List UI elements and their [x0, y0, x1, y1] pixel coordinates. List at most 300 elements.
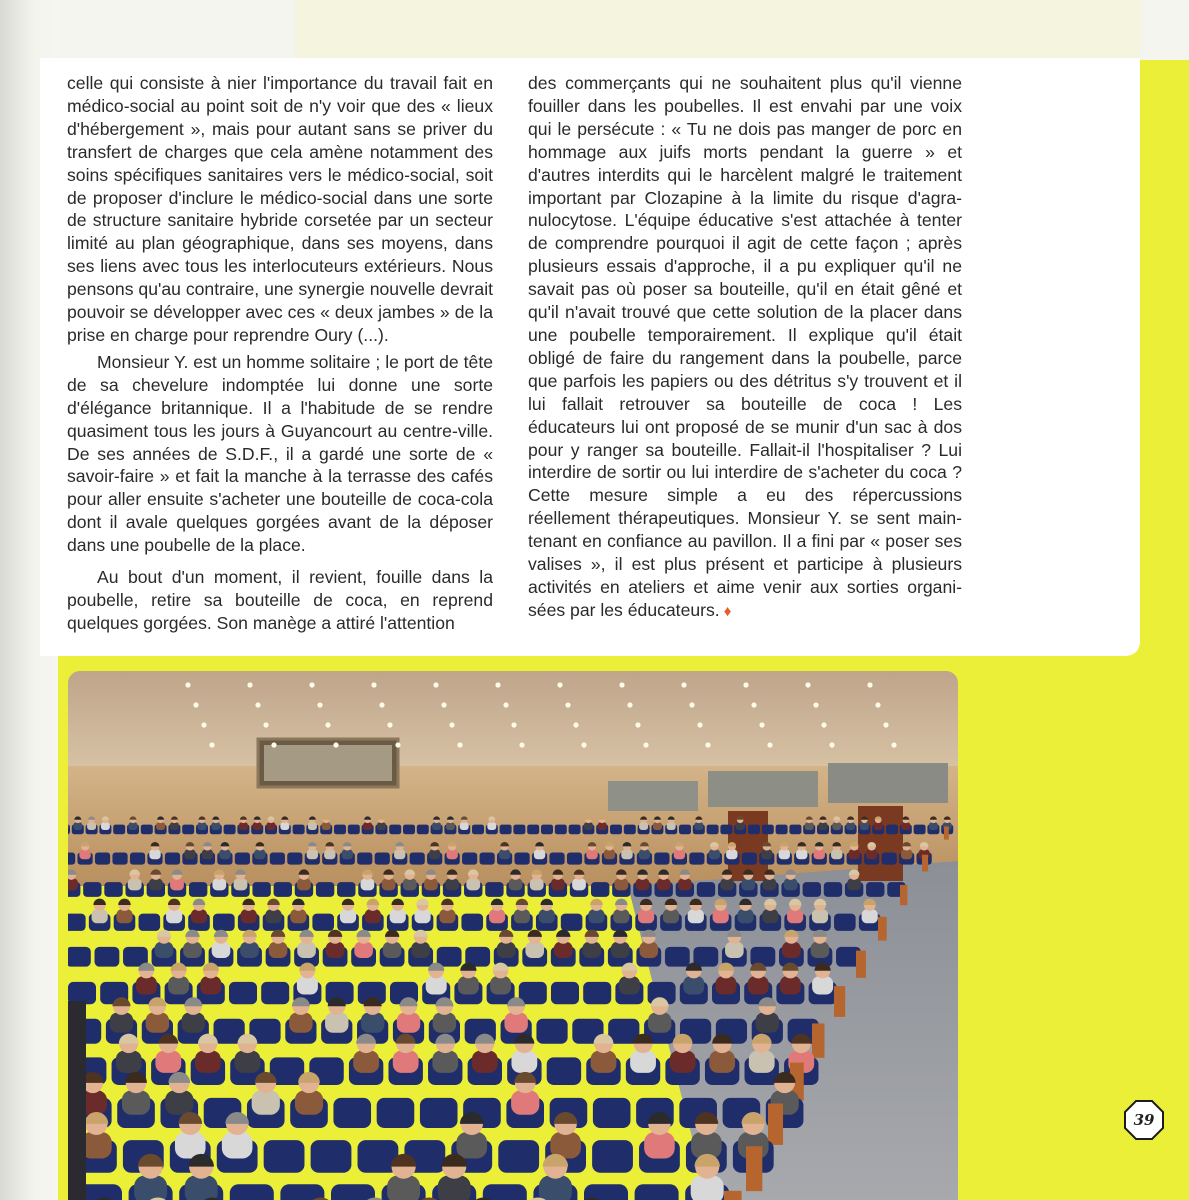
ceiling-light: [325, 722, 330, 727]
seat: [270, 852, 285, 864]
person-body: [694, 822, 703, 830]
seat: [866, 882, 884, 897]
paragraph: [528, 72, 962, 624]
person-body: [265, 909, 281, 923]
person-body: [539, 909, 555, 923]
seat: [229, 982, 257, 1004]
person-hair: [491, 899, 504, 905]
seat: [213, 914, 235, 931]
person-body: [354, 942, 373, 958]
person-body: [874, 822, 883, 830]
person-body: [514, 909, 530, 923]
seat: [527, 825, 539, 835]
person-body: [393, 1051, 419, 1073]
person-body: [688, 909, 704, 923]
person-body: [648, 1013, 671, 1033]
seat: [555, 825, 567, 835]
person-body: [394, 849, 405, 859]
person-hair: [367, 899, 380, 905]
person-hair: [118, 899, 131, 905]
ceiling-light: [681, 682, 686, 687]
seat: [886, 825, 898, 835]
person-body: [136, 976, 157, 994]
ceiling-light: [689, 702, 694, 707]
person-body: [497, 942, 516, 958]
seat: [536, 1019, 567, 1044]
person-body: [466, 878, 480, 890]
paragraph-text: des commerçants qui ne souhaitent plus qu'il vienne fouiller dans les poubelles. Il est envahi par une voix qui le persécute : « Tu ne dois pas manger de porc en hommage aux juifs morts pendant la guerre » et d'autres interdits qui le harcèlent malgré le traitement important par Clozapine à la limite du risque d'agra-nulocytose. L'équipe éducative s'est attachée à tenter de comprendre pourquoi il agit de cette façon ; après plusieurs essais d'approche, il a pu expliquer qu'il ne savait pas où poser sa bouteille, qu'il en était gêné et qu'il n'avait trouvé que cette solution de la placer dans une poubelle temporairement. Il explique qu'il était obligé de faire du rangement dans la poubelle, parce que parfois les papiers ou des détritus s'y trouvent et il lui fallait retrouver sa bouteille de coca ! Les éducateurs lui ont proposé de se munir d'un sac à dos pour y ranger sa bouteille. Fallait-il l'hospitaliser ? Lui interdire de sortir ou lui interdire de s'acheter du coca ? Cette mesure simple a eu des répercussions réellement thérapeutiques. Monsieur Y. se sent main-tenant en confiance au pavillon. Il a fini par « poser ses valises », il est plus présent et participe à plusieurs activités en ateliers et aime venir aux sorties organi-sées par les éducateurs.: [528, 73, 962, 620]
person-hair: [441, 899, 454, 905]
paragraph: Au bout d'un moment, il revient, fouille dans la poubelle, retire sa bouteille de coca, en reprend quelques gorgées. Son manège a attiré l'attention: [67, 567, 493, 633]
person-body: [860, 822, 869, 830]
ceiling-light: [387, 722, 392, 727]
person-body: [353, 1051, 379, 1073]
person-body: [122, 1090, 150, 1114]
person-body: [639, 822, 648, 830]
person-body: [253, 822, 262, 830]
person-body: [87, 822, 96, 830]
ceiling-light: [875, 702, 880, 707]
wall-panel: [708, 771, 818, 807]
ceiling-light: [255, 702, 260, 707]
ceiling-light: [643, 742, 648, 747]
person-body: [716, 976, 737, 994]
seat: [252, 882, 270, 897]
person-body: [489, 909, 505, 923]
seat: [68, 947, 91, 967]
person-body: [499, 849, 510, 859]
person-body: [297, 942, 316, 958]
seat: [293, 825, 305, 835]
ceiling-light: [247, 682, 252, 687]
seat: [312, 914, 334, 931]
end-of-article-diamond-icon: ♦: [723, 602, 732, 620]
person-body: [683, 976, 704, 994]
seat: [551, 982, 579, 1004]
top-strip: [0, 0, 1189, 60]
person-body: [534, 849, 545, 859]
ceiling-light: [743, 682, 748, 687]
seat: [130, 852, 145, 864]
seat: [679, 825, 691, 835]
person-body: [361, 878, 375, 890]
person-body: [280, 822, 289, 830]
seat: [665, 947, 690, 967]
person-body: [290, 909, 306, 923]
person-body: [446, 849, 457, 859]
person-body: [146, 1013, 169, 1033]
person-hair: [590, 899, 603, 905]
ceiling-light: [441, 702, 446, 707]
person-hair: [540, 899, 553, 905]
person-body: [202, 849, 213, 859]
person-body: [586, 849, 597, 859]
person-body: [811, 942, 830, 958]
armrest: [768, 1104, 783, 1145]
person-body: [390, 909, 406, 923]
ceiling-light: [829, 742, 834, 747]
seat: [280, 1184, 324, 1200]
faded-previous-page-strip: [295, 0, 1140, 58]
person-body: [426, 976, 447, 994]
person-body: [165, 1090, 193, 1114]
ceiling-light: [503, 702, 508, 707]
ceiling-light: [495, 682, 500, 687]
person-body: [761, 849, 772, 859]
person-body: [269, 942, 288, 958]
person-body: [326, 942, 345, 958]
person-body: [377, 822, 386, 830]
person-body: [458, 976, 479, 994]
person-body: [116, 909, 132, 923]
person-body: [814, 849, 825, 859]
person-body: [184, 849, 195, 859]
person-body: [297, 878, 311, 890]
person-body: [763, 878, 777, 890]
seat: [333, 1098, 371, 1128]
person-body: [446, 822, 455, 830]
person-body: [340, 909, 356, 923]
seat: [139, 914, 161, 931]
seat: [95, 947, 120, 967]
person-body: [432, 822, 441, 830]
person-body: [847, 878, 861, 890]
seat: [541, 825, 553, 835]
person-body: [156, 822, 165, 830]
seat: [547, 1057, 581, 1085]
armrest: [944, 826, 949, 839]
ceiling-light: [457, 742, 462, 747]
person-body: [219, 849, 230, 859]
foreground-shadow: [68, 1001, 86, 1200]
seat: [113, 825, 125, 835]
seat: [230, 1184, 274, 1200]
seat: [357, 852, 372, 864]
person-hair: [615, 899, 628, 905]
person-body: [166, 909, 182, 923]
seat: [610, 825, 622, 835]
ceiling-light: [193, 702, 198, 707]
person-body: [129, 822, 138, 830]
seat: [274, 882, 292, 897]
seat: [485, 882, 503, 897]
seat: [591, 882, 609, 897]
seat: [762, 825, 774, 835]
ceiling-light: [627, 702, 632, 707]
person-body: [92, 909, 108, 923]
person-body: [365, 909, 381, 923]
person-body: [307, 849, 318, 859]
seat: [348, 825, 360, 835]
seat: [377, 1098, 415, 1128]
seat: [95, 852, 110, 864]
seat: [316, 882, 334, 897]
person-body: [639, 849, 650, 859]
armrest: [900, 885, 907, 905]
ceiling-light: [767, 742, 772, 747]
seat: [882, 852, 897, 864]
seat: [742, 852, 757, 864]
seat: [375, 852, 390, 864]
person-body: [640, 942, 659, 958]
ceiling-light: [271, 742, 276, 747]
audience-illustration: [68, 671, 958, 1200]
person-body: [241, 909, 257, 923]
person-body: [324, 849, 335, 859]
seat: [789, 825, 801, 835]
person-body: [591, 1051, 617, 1073]
ceiling-light: [185, 682, 190, 687]
seat: [437, 947, 462, 967]
person-body: [297, 976, 318, 994]
seat: [311, 1140, 352, 1173]
person-body: [748, 976, 769, 994]
person-body: [572, 878, 586, 890]
person-body: [509, 878, 523, 890]
person-body: [445, 878, 459, 890]
ceiling-light: [263, 722, 268, 727]
person-hair: [516, 899, 529, 905]
person-body: [588, 909, 604, 923]
person-body: [191, 909, 207, 923]
person-body: [525, 942, 544, 958]
ceiling-light: [805, 682, 810, 687]
person-body: [653, 822, 662, 830]
wall-panel: [828, 763, 948, 803]
seat: [461, 914, 483, 931]
ceiling-light: [395, 742, 400, 747]
person-body: [456, 1132, 487, 1159]
person-body: [411, 942, 430, 958]
ceiling-light: [557, 682, 562, 687]
seat: [261, 982, 289, 1004]
ceiling-light: [519, 742, 524, 747]
seat: [403, 825, 415, 835]
ceiling-light: [697, 722, 702, 727]
seat: [141, 825, 153, 835]
paragraph: Monsieur Y. est un homme solitaire ; le port de tête de sa chevelure indomptée lui donne une sorte d'élégance britannique. Il a l'habitude de se rendre quasiment tous les jours à Guyancourt au centre-ville. De ses années de S.D.F., il a gardé une sorte de « savoir-faire » et fait la manche à la terrasse des cafés pour aller ensuite s'acheter une bouteille de coca-cola dont il avale quelques gorgées avant de la déposer dans une poubelle de la place.: [67, 351, 493, 556]
person-body: [849, 849, 860, 859]
person-body: [387, 1175, 420, 1200]
armrest: [922, 855, 928, 872]
person-body: [901, 849, 912, 859]
seat: [224, 825, 236, 835]
person-body: [812, 909, 828, 923]
article-column-right: [528, 72, 962, 624]
person-body: [819, 822, 828, 830]
person-body: [582, 942, 601, 958]
person-body: [749, 1051, 775, 1073]
seat: [514, 852, 529, 864]
person-body: [183, 942, 202, 958]
person-hair: [342, 899, 355, 905]
seat: [104, 882, 122, 897]
seat: [834, 914, 856, 931]
seat: [748, 825, 760, 835]
person-body: [619, 976, 640, 994]
seat: [720, 825, 732, 835]
person-body: [862, 909, 878, 923]
ceiling-light: [379, 702, 384, 707]
person-body: [414, 909, 430, 923]
person-body: [211, 822, 220, 830]
seat: [654, 852, 669, 864]
seat: [182, 825, 194, 835]
seat: [68, 914, 86, 931]
person-body: [212, 942, 231, 958]
ceiling-light: [867, 682, 872, 687]
person-body: [438, 1175, 471, 1200]
ceiling-light: [565, 702, 570, 707]
seat: [824, 882, 842, 897]
person-body: [539, 1175, 572, 1200]
person-hair: [391, 899, 404, 905]
person-body: [439, 909, 455, 923]
person-body: [812, 976, 833, 994]
person-body: [832, 822, 841, 830]
person-body: [530, 878, 544, 890]
ceiling-light: [619, 682, 624, 687]
person-body: [604, 849, 615, 859]
person-body: [382, 878, 396, 890]
ceiling-light: [821, 722, 826, 727]
person-body: [397, 1013, 420, 1033]
person-body: [110, 1013, 133, 1033]
ceiling-light: [759, 722, 764, 727]
person-body: [155, 942, 174, 958]
armrest: [724, 1191, 742, 1200]
ceiling-light: [449, 722, 454, 727]
person-body: [504, 1013, 527, 1033]
page-number: 39: [1133, 1111, 1155, 1129]
seat: [68, 982, 96, 1004]
person-body: [116, 1051, 142, 1073]
ceiling-light: [883, 722, 888, 727]
seat: [462, 852, 477, 864]
wall-panel: [608, 781, 698, 811]
person-body: [361, 1013, 384, 1033]
article-column-left: [67, 72, 493, 635]
person-body: [198, 822, 207, 830]
seat: [410, 852, 425, 864]
seat: [689, 852, 704, 864]
person-body: [234, 878, 248, 890]
person-hair: [168, 899, 181, 905]
person-body: [325, 1013, 348, 1033]
person-hair: [193, 899, 206, 905]
person-body: [134, 1175, 167, 1200]
seat: [112, 852, 127, 864]
person-body: [149, 849, 160, 859]
person-hair: [292, 899, 305, 905]
person-body: [79, 849, 90, 859]
seat: [420, 1098, 458, 1128]
person-body: [725, 942, 744, 958]
seat: [68, 852, 75, 864]
ceiling-light: [209, 742, 214, 747]
person-body: [554, 942, 573, 958]
person-body: [674, 849, 685, 859]
armrest: [834, 986, 845, 1017]
person-body: [240, 942, 259, 958]
person-body: [432, 1051, 458, 1073]
seat: [803, 882, 821, 897]
person-body: [295, 1090, 323, 1114]
ceiling-light: [891, 742, 896, 747]
person-body: [168, 976, 189, 994]
person-body: [128, 878, 142, 890]
seat: [483, 1184, 527, 1200]
seat: [472, 825, 484, 835]
person-body: [289, 1013, 312, 1033]
seat: [500, 825, 512, 835]
seat: [592, 1140, 633, 1173]
ceiling-light: [333, 742, 338, 747]
person-body: [68, 878, 78, 890]
seat: [561, 914, 583, 931]
person-body: [185, 1175, 218, 1200]
person-body: [782, 942, 801, 958]
person-body: [222, 1132, 253, 1159]
person-body: [511, 1090, 539, 1114]
seat: [264, 1140, 305, 1173]
seat: [83, 882, 101, 897]
person-body: [720, 878, 734, 890]
person-body: [638, 909, 654, 923]
person-body: [756, 1013, 779, 1033]
person-body: [726, 849, 737, 859]
seat: [624, 825, 636, 835]
seat: [389, 825, 401, 835]
person-body: [762, 909, 778, 923]
ceiling-light: [705, 742, 710, 747]
person-body: [429, 849, 440, 859]
person-body: [383, 942, 402, 958]
person-body: [667, 822, 676, 830]
person-body: [472, 1051, 498, 1073]
booth-glass: [264, 745, 392, 781]
person-hair: [416, 899, 429, 905]
person-body: [644, 1132, 675, 1159]
seat: [337, 882, 355, 897]
person-body: [551, 878, 565, 890]
person-body: [155, 1051, 181, 1073]
seat: [334, 825, 346, 835]
ceiling-light: [309, 682, 314, 687]
seat: [635, 1184, 679, 1200]
person-body: [487, 822, 496, 830]
person-body: [149, 878, 163, 890]
seat: [583, 982, 611, 1004]
armrest: [856, 951, 866, 978]
person-body: [613, 909, 629, 923]
person-body: [611, 942, 630, 958]
seat: [697, 882, 715, 897]
seat: [776, 825, 788, 835]
person-body: [403, 878, 417, 890]
person-body: [433, 1013, 456, 1033]
person-body: [170, 822, 179, 830]
ceiling-light: [751, 702, 756, 707]
person-body: [663, 909, 679, 923]
ceiling-light: [635, 722, 640, 727]
ceiling-light: [511, 722, 516, 727]
person-body: [831, 849, 842, 859]
person-body: [621, 849, 632, 859]
person-body: [182, 1013, 205, 1033]
person-body: [779, 849, 790, 859]
armrest: [812, 1023, 824, 1057]
